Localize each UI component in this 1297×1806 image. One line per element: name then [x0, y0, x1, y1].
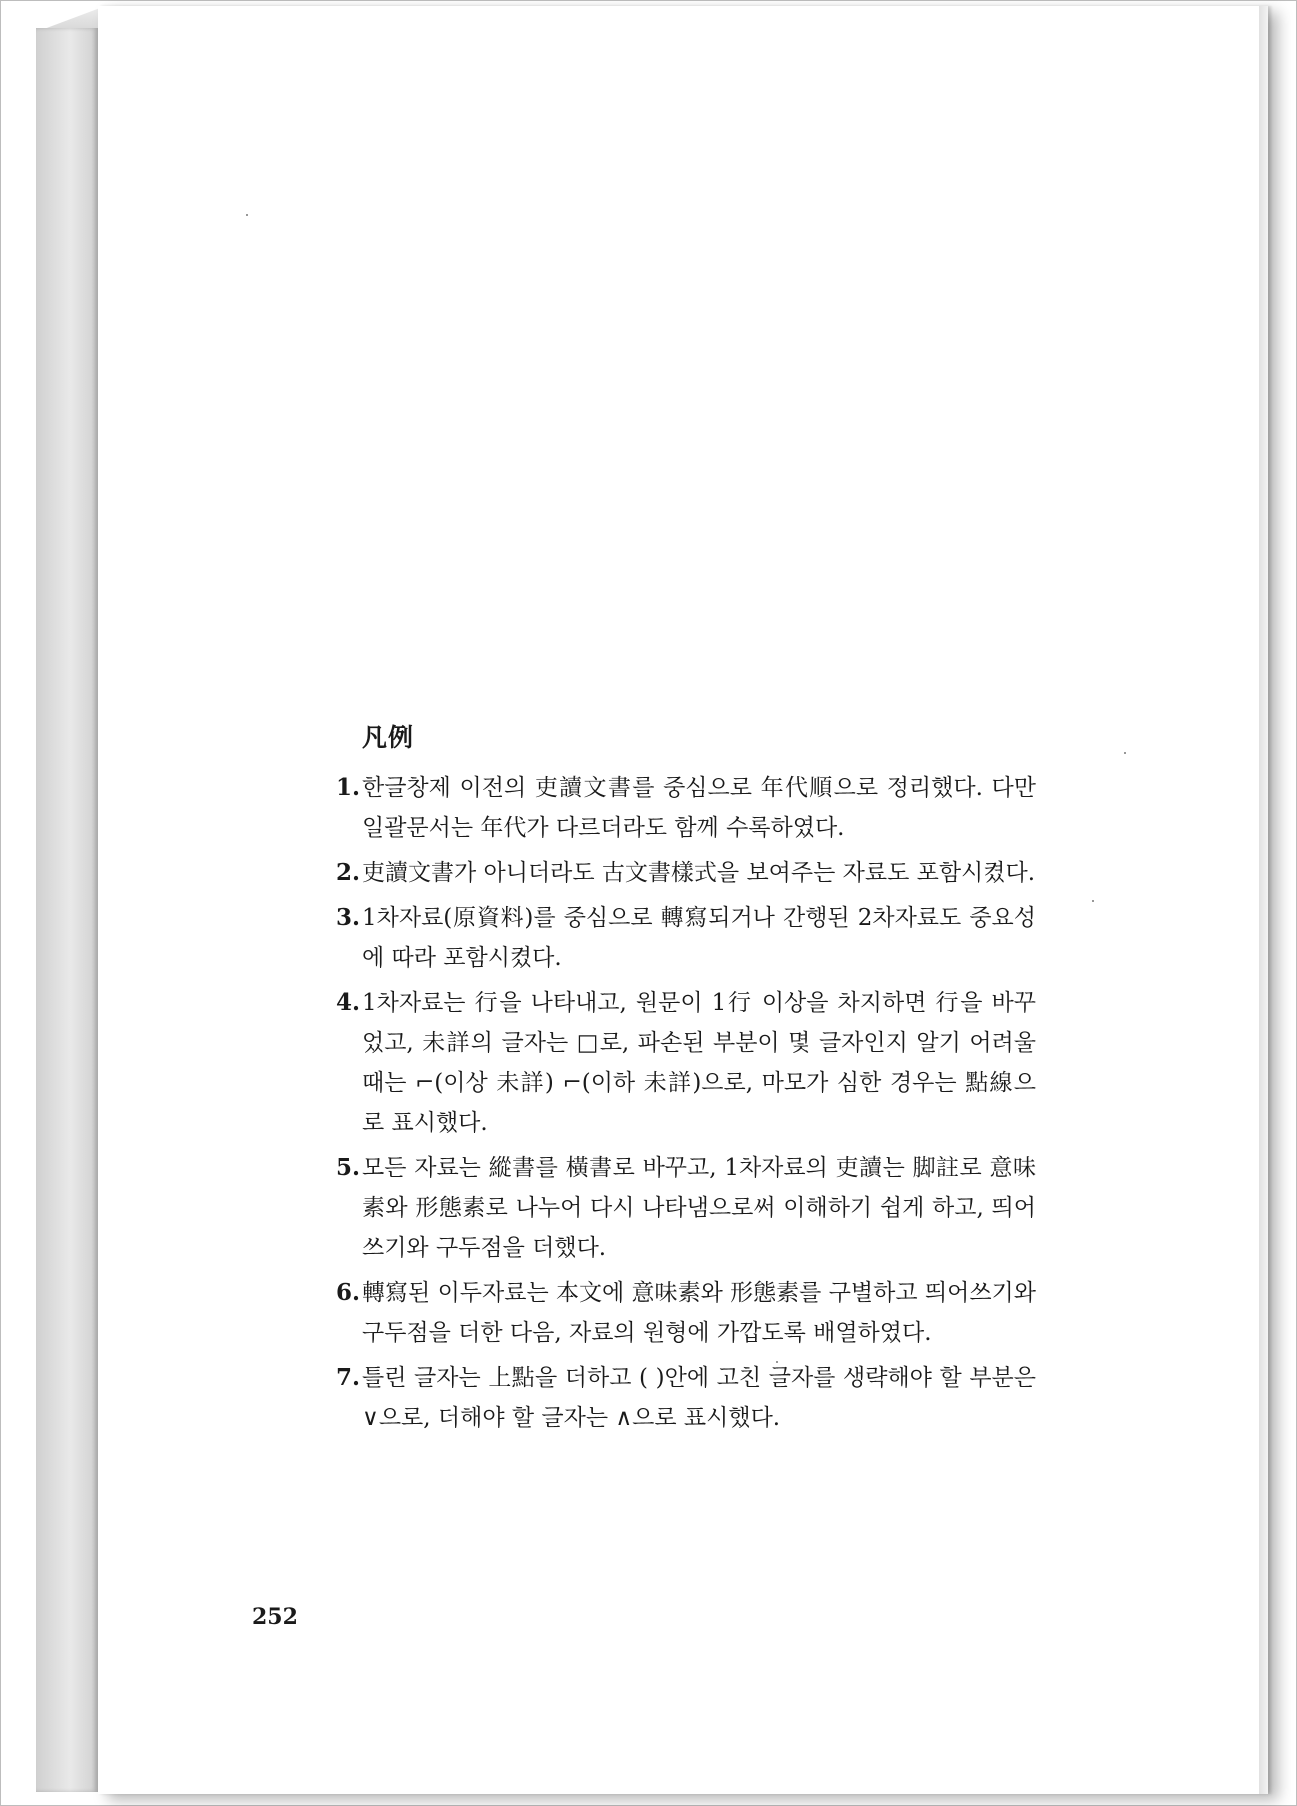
note-item: [336, 1273, 1036, 1353]
notes-heading: 凡例: [362, 723, 415, 752]
note-number: 3.: [336, 904, 361, 931]
note-text: 틀린 글자는 上點을 더하고 ( )안에 고친 글자를 생략해야 할 부분은 ∨으로, 더해야 할 글자는 ∧으로 표시했다.: [362, 1365, 1036, 1431]
note-text: 1차자료(原資料)를 중심으로 轉寫되거나 간행된 2차자료도 중요성에 따라 포함시켰다.: [362, 905, 1036, 971]
note-text: 轉寫된 이두자료는 本文에 意味素와 形態素를 구별하고 띄어쓰기와 구두점을 더한 다음, 자료의 원형에 가깝도록 배열하였다.: [362, 1280, 1036, 1346]
note-text: 1차자료는 行을 나타내고, 원문이 1行 이상을 차지하면 行을 바꾸었고, 未詳의 글자는 □로, 파손된 부분이 몇 글자인지 알기 어려울 때는 ⌐(이상 未詳) ⌐(이하 未詳)으로, 마모가 심한 경우는 點線으로 표시했다.: [362, 990, 1036, 1136]
note-number: 1.: [336, 774, 361, 801]
note-item: [336, 1358, 1036, 1438]
book-spine: [36, 28, 98, 1792]
note-text: 한글창제 이전의 吏讀文書를 중심으로 年代順으로 정리했다. 다만 일괄문서는 年代가 다르더라도 함께 수록하였다.: [362, 775, 1036, 841]
explanatory-notes: [336, 718, 1036, 1443]
note-number: 7.: [336, 1364, 361, 1391]
note-item: [336, 768, 1036, 848]
note-item: [336, 898, 1036, 978]
page-edge-shadow: [1259, 6, 1273, 1794]
note-number: 4.: [336, 989, 361, 1016]
scan-speck: [246, 214, 248, 216]
page-number: 252: [252, 1604, 298, 1630]
scan-speck: [1124, 752, 1126, 754]
note-text: 모든 자료는 縱書를 橫書로 바꾸고, 1차자료의 吏讀는 脚註로 意味素와 形態素로 나누어 다시 나타냄으로써 이해하기 쉽게 하고, 띄어쓰기와 구두점을 더했다.: [362, 1155, 1036, 1261]
note-number: 2.: [336, 859, 361, 886]
note-number: 5.: [336, 1154, 361, 1181]
scan-speck: [1092, 900, 1094, 902]
note-text: 吏讀文書가 아니더라도 古文書樣式을 보여주는 자료도 포함시켰다.: [362, 860, 1036, 886]
note-item: [336, 853, 1036, 893]
note-number: 6.: [336, 1279, 361, 1306]
scan-speck: [776, 1361, 778, 1363]
note-item: [336, 1148, 1036, 1268]
note-item: [336, 983, 1036, 1143]
